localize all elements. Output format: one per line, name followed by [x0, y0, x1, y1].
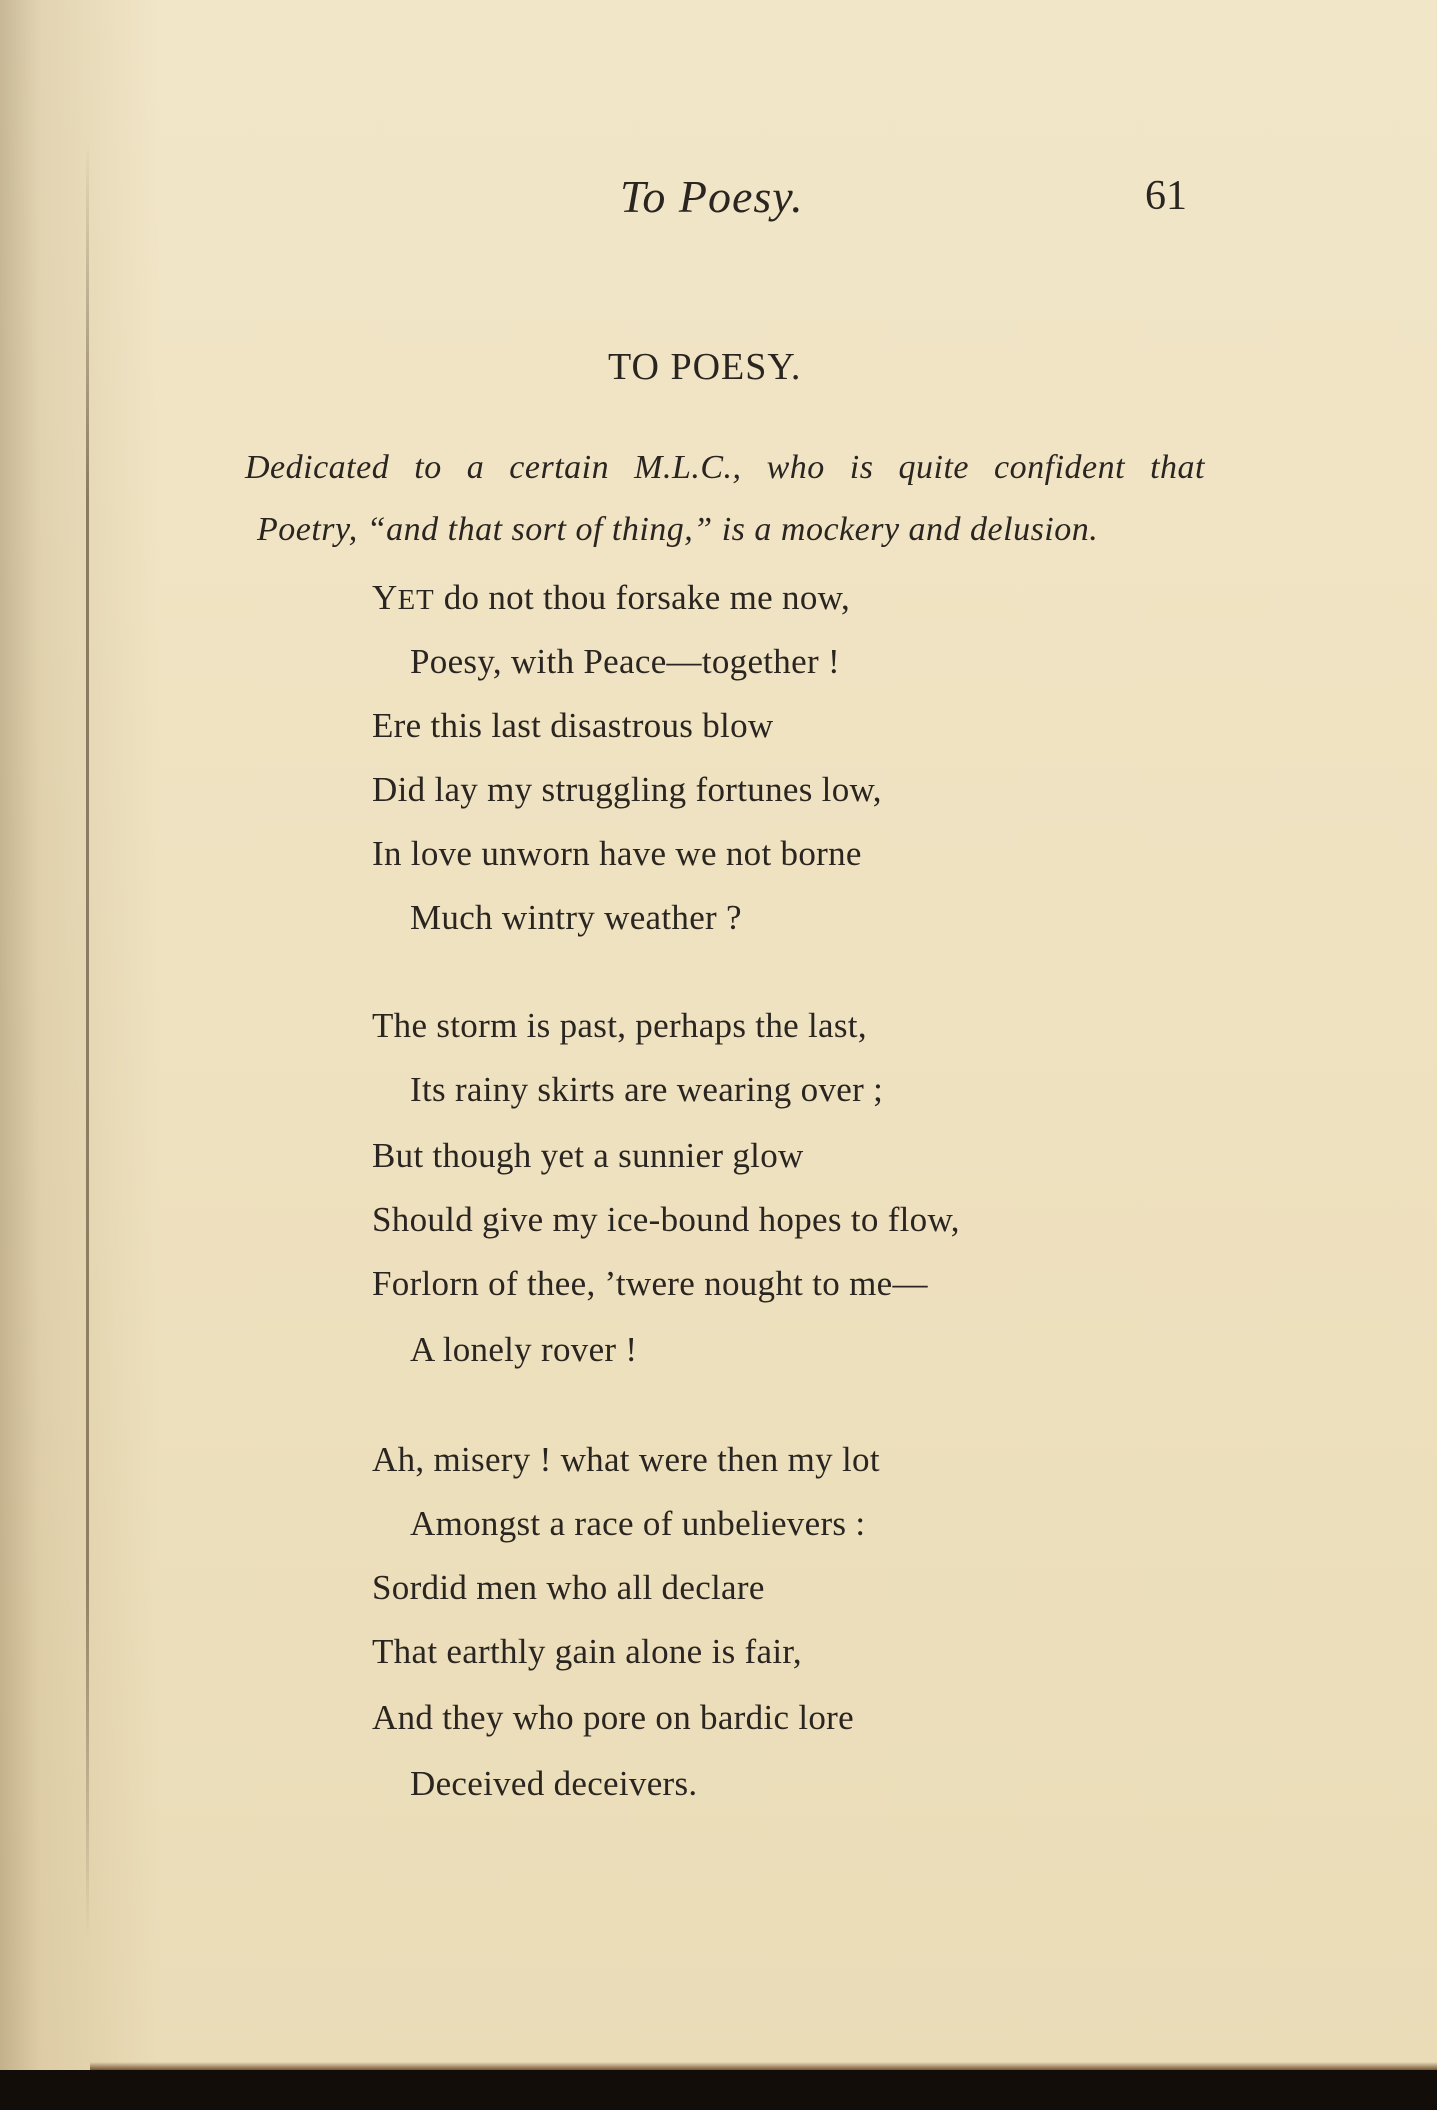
poem-line: Forlorn of thee, ’twere nought to me— [372, 1264, 928, 1303]
poem-line: Ah, misery ! what were then my lot [372, 1440, 880, 1479]
poem-line: Did lay my struggling fortunes low, [372, 770, 882, 809]
poem-line: Ere this last disastrous blow [372, 706, 774, 745]
poem-line: Its rainy skirts are wearing over ; [410, 1070, 884, 1109]
poem-line: Poesy, with Peace—together ! [410, 642, 840, 681]
poem-line: And they who pore on bardic lore [372, 1698, 854, 1737]
poem-line: In love unworn have we not borne [372, 834, 862, 873]
poem-line [372, 578, 850, 618]
drop-initial: Y [372, 578, 398, 617]
small-caps-word: ET [397, 584, 435, 616]
poem-line: Deceived deceivers. [410, 1764, 698, 1803]
poem-line-text: do not thou forsake me now, [434, 578, 851, 617]
poem-line: But though yet a sunnier glow [372, 1136, 804, 1175]
dedication-line: Poetry, “and that sort of thing,” is a mockery and delusion. [257, 511, 1099, 548]
page-number: 61 [1145, 173, 1187, 219]
spine-shadow [86, 140, 89, 1940]
poem-line: A lonely rover ! [410, 1330, 638, 1369]
poem-line: Should give my ice-bound hopes to flow, [372, 1200, 960, 1239]
poem-line: Amongst a race of unbelievers : [410, 1504, 866, 1543]
running-title: To Poesy. [620, 171, 804, 222]
poem-line: Sordid men who all declare [372, 1568, 765, 1607]
dedication [245, 437, 1205, 561]
poem-title: TO POESY. [608, 346, 802, 388]
dedication-line: Dedicated to a certain M.L.C., who is quite confident that [245, 449, 1205, 486]
poem-line: The storm is past, perhaps the last, [372, 1006, 867, 1045]
poem-line: Much wintry weather ? [410, 898, 742, 937]
page-bottom-edge [0, 2070, 1437, 2110]
poem-line: That earthly gain alone is fair, [372, 1632, 802, 1671]
